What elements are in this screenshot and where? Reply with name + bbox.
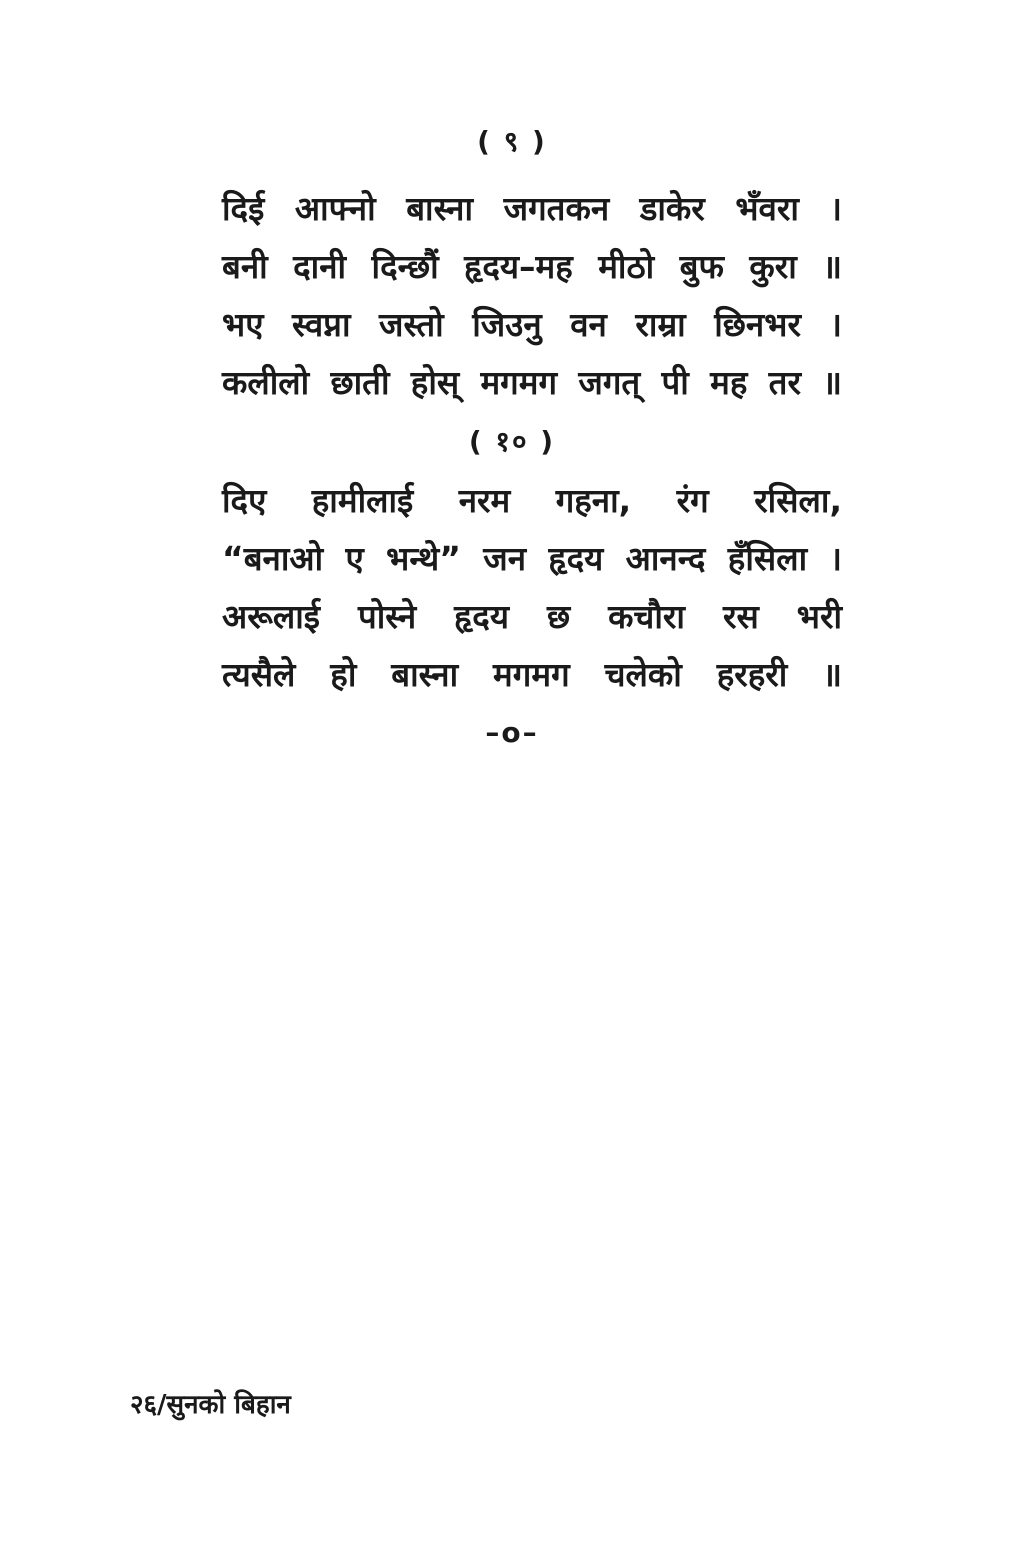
stanza-10 (222, 472, 842, 704)
stanza-number-10: ( १० ) (468, 425, 556, 458)
page-footer (130, 1385, 291, 1421)
page-number: २६ (130, 1390, 158, 1420)
footer-separator: / (157, 1390, 167, 1420)
book-title: सुनको बिहान (166, 1390, 291, 1420)
verse-line: बनी दानी दिन्छौं हृदय–मह मीठो बुफ कुरा ॥ (222, 247, 842, 286)
stanza-9 (222, 180, 842, 412)
verse-line: “बनाओ ए भन्थे” जन हृदय आनन्द हँसिला । (222, 539, 842, 578)
verse-line: कलीलो छाती होस् मगमग जगत् पी मह तर ॥ (222, 363, 842, 402)
verse-line: भए स्वप्ना जस्तो जिउनु वन राम्रा छिनभर । (222, 305, 842, 344)
section-end-mark: –o– (485, 716, 539, 749)
stanza-number-9: ( ९ ) (477, 125, 547, 158)
verse-line: त्यसैले हो बास्ना मगमग चलेको हरहरी ॥ (222, 655, 842, 694)
verse-line: दिई आफ्नो बास्ना जगतकन डाकेर भँवरा । (222, 189, 842, 228)
verse-line: अरूलाई पोस्ने हृदय छ कचौरा रस भरी (222, 597, 842, 636)
verse-line: दिए हामीलाई नरम गहना, रंग रसिला, (222, 481, 842, 520)
